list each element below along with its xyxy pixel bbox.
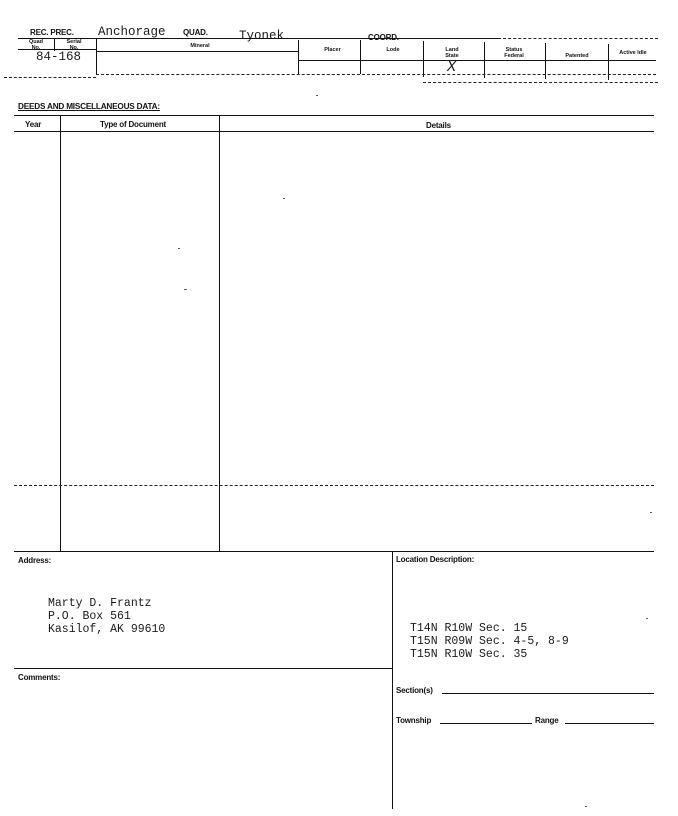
scan-speck	[184, 289, 187, 290]
deeds-title: DEEDS AND MISCELLANEOUS DATA:	[18, 102, 160, 111]
deeds-dash-row	[14, 485, 654, 486]
hdr-v-land	[423, 41, 424, 77]
address-top-line	[14, 551, 654, 552]
range-blank[interactable]	[565, 723, 654, 724]
deeds-top-line	[14, 115, 654, 116]
hdr-v-placer	[298, 40, 299, 74]
address-label: Address:	[18, 556, 52, 565]
address-line-3: Kasilof, AK 99610	[48, 623, 166, 636]
rec-prec-label: REC. PREC.	[30, 28, 74, 37]
scan-speck	[585, 806, 587, 807]
col-quad-no: Quad No.	[28, 39, 44, 51]
quad-value: Tyonek	[239, 29, 285, 43]
location-label: Location Description:	[396, 555, 475, 564]
header-top-dash	[498, 38, 658, 39]
mineral-divider	[96, 51, 298, 52]
location-line-1: T14N R10W Sec. 15	[410, 622, 528, 635]
serial-value: 84-168	[36, 50, 82, 64]
scan-speck	[316, 95, 318, 96]
location-line-2: T15N R09W Sec. 4-5, 8-9	[410, 635, 569, 648]
deeds-header-line	[14, 131, 654, 132]
col-status-federal: Status Federal	[504, 47, 524, 59]
hdr-v-status	[484, 42, 485, 78]
comments-top-line	[14, 668, 392, 669]
col-active-idle: Active Idle	[619, 50, 647, 56]
header-top-line	[18, 38, 498, 39]
col-placer: Placer	[324, 47, 341, 53]
section-label: Section(s)	[396, 686, 433, 695]
header-bottom-dash-2	[4, 77, 96, 78]
scan-speck	[650, 512, 652, 513]
col-lode: Lode	[386, 47, 400, 53]
address-line-1: Marty D. Frantz	[48, 597, 152, 610]
region-value: Anchorage	[98, 25, 166, 39]
header-bottom-dash-3	[423, 82, 658, 83]
col-details: Details	[426, 121, 451, 130]
section-blank[interactable]	[442, 693, 654, 694]
land-state-mark: X	[447, 59, 457, 76]
address-line-2: P.O. Box 561	[48, 610, 131, 623]
quad-label: QUAD.	[183, 28, 208, 37]
hdr-v-serial	[96, 38, 97, 74]
scan-speck	[178, 248, 180, 249]
coord-label: COORD.	[368, 33, 399, 42]
scan-speck	[283, 198, 285, 199]
hdr-v-lode	[360, 40, 361, 74]
header-bottom-dash-1	[96, 74, 656, 75]
range-label: Range	[535, 716, 559, 725]
col-serial-no: Serial No.	[66, 39, 82, 51]
bottom-divider	[392, 551, 393, 809]
col-type-of-document: Type of Document	[100, 120, 166, 129]
location-line-3: T15N R10W Sec. 35	[410, 648, 528, 661]
scan-speck	[646, 618, 648, 619]
header-mid-line	[298, 60, 656, 61]
township-blank[interactable]	[440, 723, 532, 724]
col-year: Year	[25, 120, 42, 129]
col-land-state: Land State	[445, 47, 459, 59]
comments-label: Comments:	[18, 673, 61, 682]
township-label: Township	[396, 716, 432, 725]
col-mineral: Mineral	[190, 43, 210, 49]
col-patented: Patented	[565, 53, 589, 59]
